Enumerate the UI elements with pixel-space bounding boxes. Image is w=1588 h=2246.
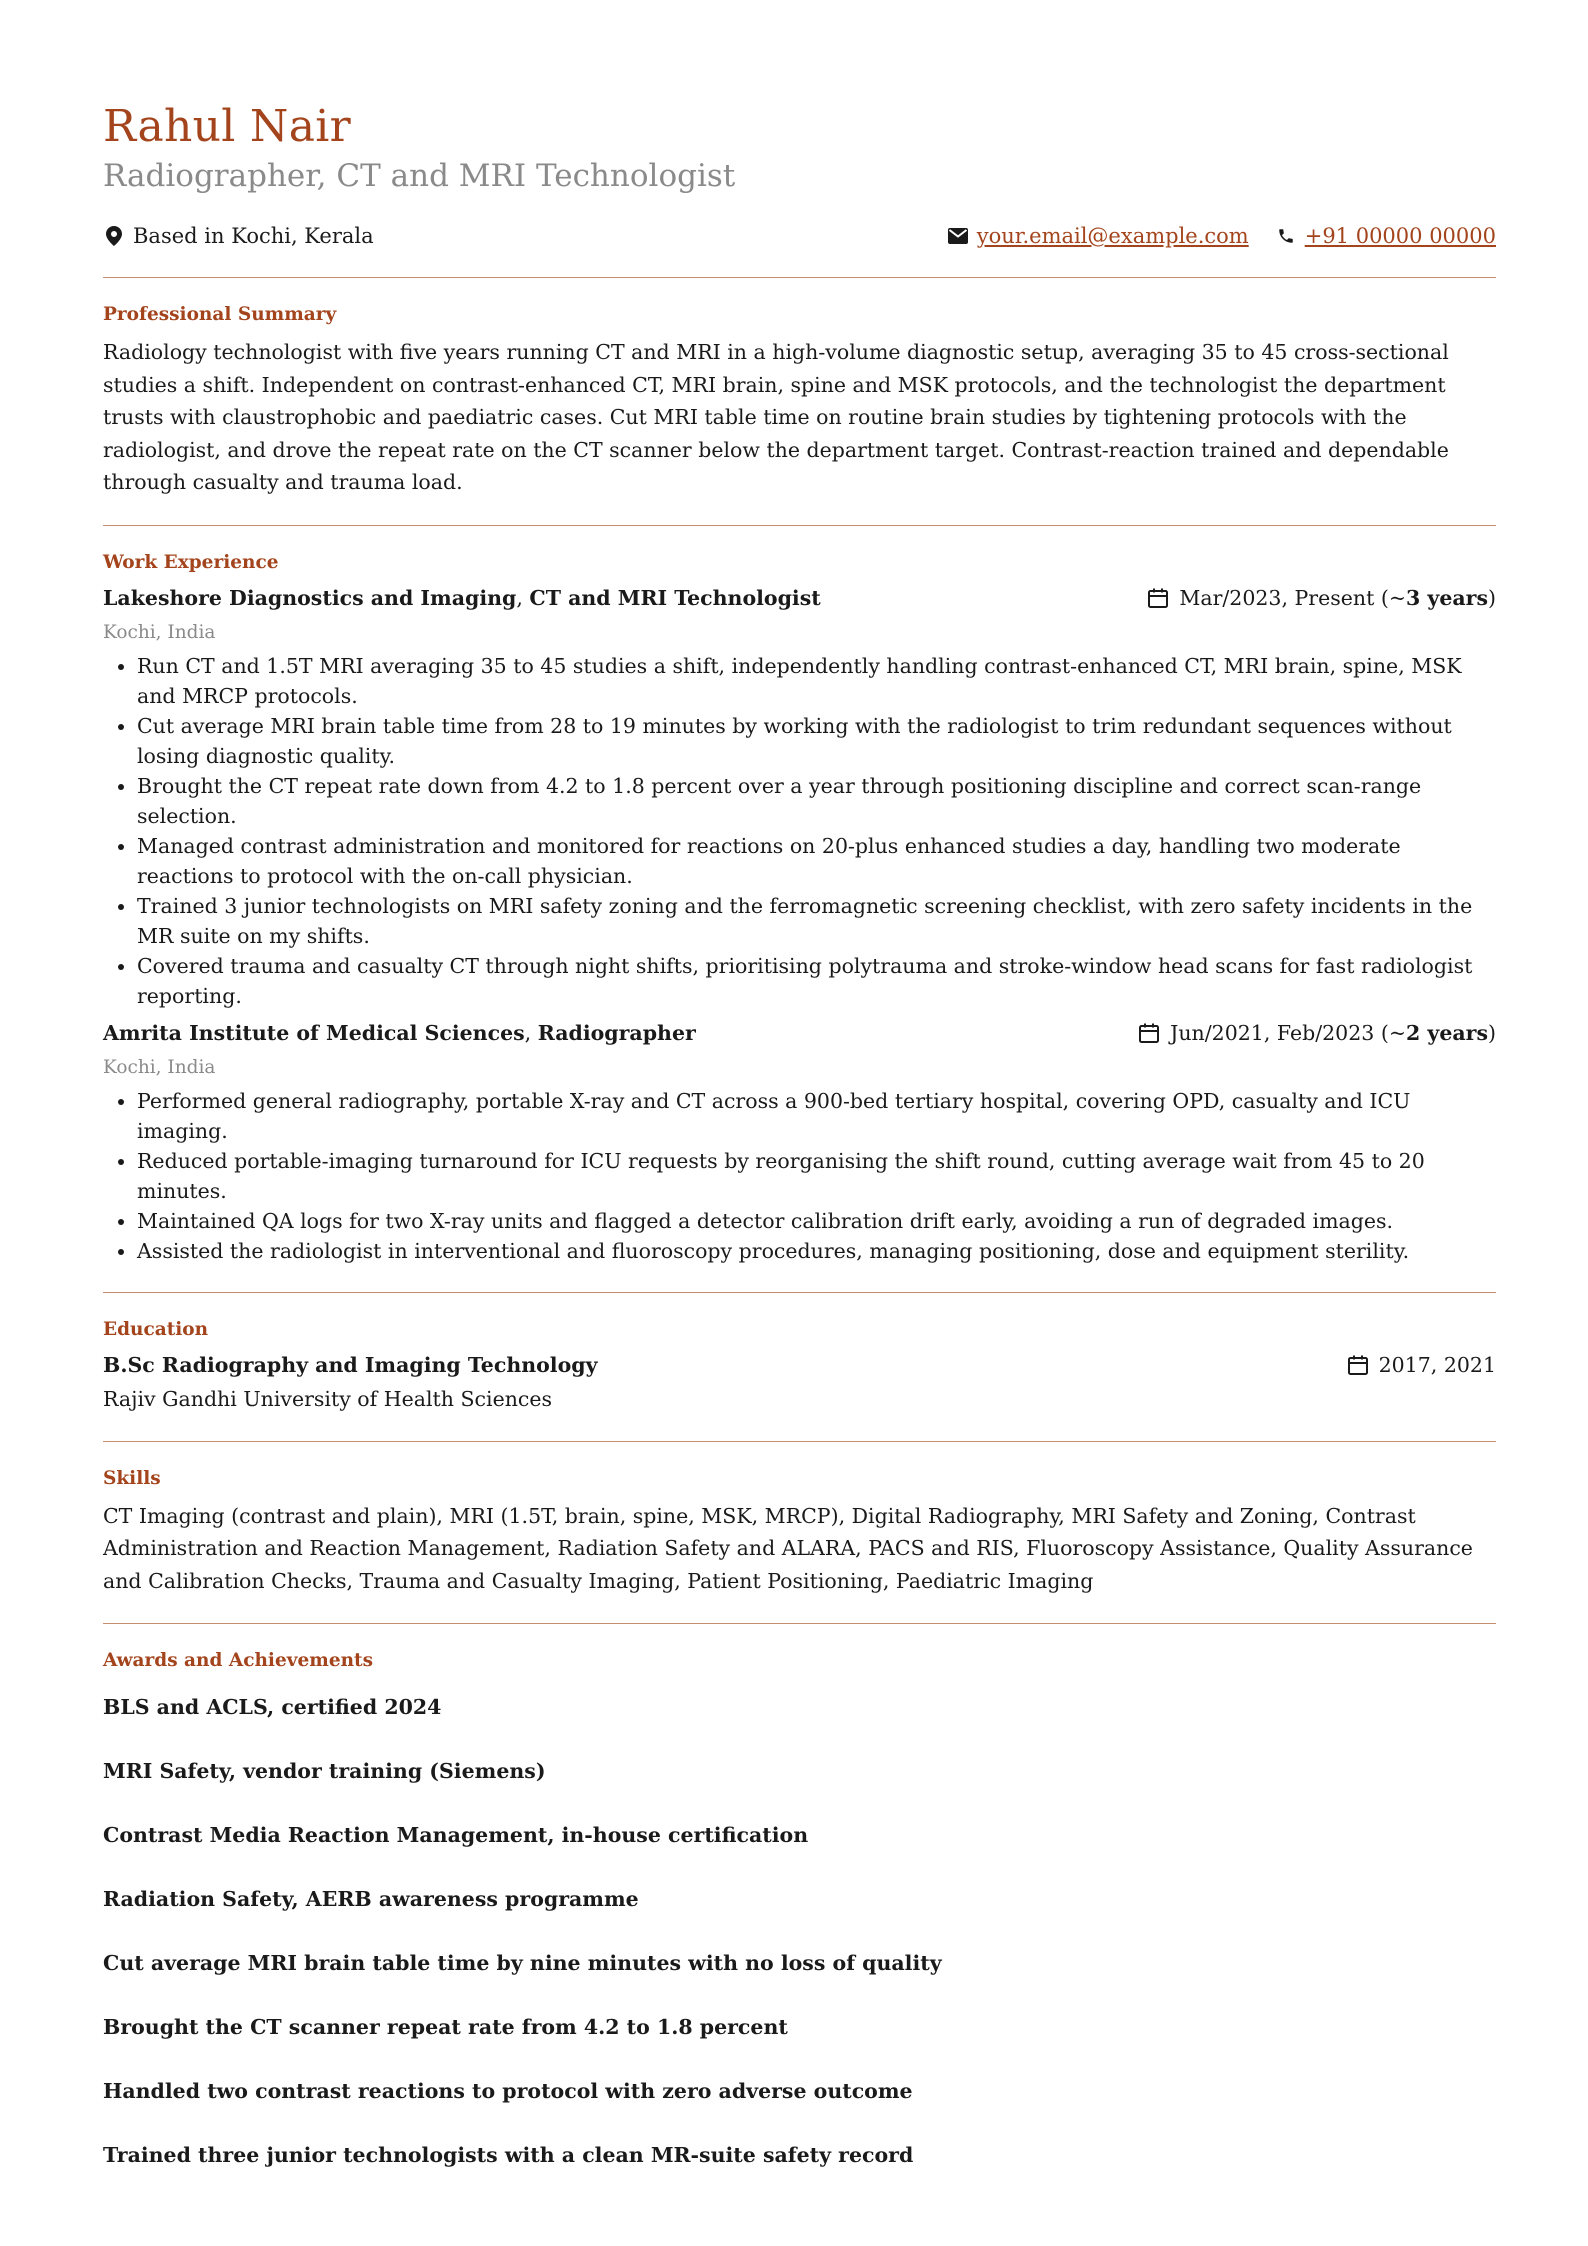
- job-location: Kochi, India: [103, 1056, 216, 1078]
- job-role: CT and MRI Technologist: [529, 585, 821, 610]
- award-item: Handled two contrast reactions to protocol with zero adverse outcome: [103, 2079, 913, 2103]
- job-bullet: • Maintained QA logs for two X-ray units and flagged a detector calibration drift early, avoiding a run of degraded images.: [137, 1206, 1496, 1236]
- job-bullet: • Performed general radiography, portable X-ray and CT across a 900-bed tertiary hospital, covering OPD, casualty and ICU imaging.: [137, 1086, 1496, 1146]
- contact-row: [103, 221, 1496, 251]
- section-title-skills: Skills: [103, 1467, 161, 1489]
- calendar-icon: [1136, 1020, 1162, 1046]
- award-item: Trained three junior technologists with a clean MR-suite safety record: [103, 2143, 914, 2167]
- divider: [103, 277, 1496, 278]
- job-date-range: Jun/2021, Feb/2023 (~: [1170, 1020, 1407, 1045]
- divider: [103, 1623, 1496, 1624]
- award-item: Contrast Media Reaction Management, in-house certification: [103, 1823, 809, 1847]
- location-text: Based in Kochi, Kerala: [133, 224, 374, 248]
- contact-links: [921, 221, 1496, 251]
- map-pin-icon: [103, 225, 125, 247]
- education-degree: B.Sc Radiography and Imaging Technology: [103, 1352, 598, 1377]
- job-role: Radiographer: [537, 1020, 696, 1045]
- phone-item: [1275, 221, 1496, 251]
- awards-section: [103, 1648, 1496, 2170]
- job-company: Lakeshore Diagnostics and Imaging: [103, 585, 517, 610]
- job-title-line: Amrita Institute of Medical Sciences, Radiographer: [103, 1020, 696, 1045]
- summary-text: Radiology technologist with five years running CT and MRI in a high-volume diagnostic setup, averaging 35 to 45 cross-sectional studies a shift. Independent on contrast-enhanced CT, MRI brain, spine and MSK protocols, and the technologist the department trusts with claustrophobic and paediatric cases. Cut MRI table time on routine brain studies by tightening protocols with the radiologist, and drove the repeat rate on the CT scanner below the department target. Contrast-reaction trained and dependable through casualty and trauma load.: [103, 340, 1449, 494]
- section-title-experience: Work Experience: [103, 551, 279, 573]
- calendar-icon: [1345, 1352, 1371, 1378]
- education-date-range: 2017, 2021: [1378, 1352, 1496, 1377]
- job-title-line: Lakeshore Diagnostics and Imaging, CT and MRI Technologist: [103, 585, 821, 610]
- award-item: MRI Safety, vendor training (Siemens): [103, 1759, 546, 1783]
- education-section: [103, 1317, 1496, 1415]
- job-entry: [103, 582, 1496, 1011]
- section-title-summary: Professional Summary: [103, 304, 337, 325]
- location-item: [103, 221, 374, 251]
- candidate-name: Rahul Nair: [103, 101, 351, 152]
- divider: [103, 525, 1496, 526]
- job-header: [103, 1017, 1496, 1049]
- phone-icon: [1275, 225, 1297, 247]
- skills-section: [103, 1466, 1496, 1598]
- job-bullet: • Run CT and 1.5T MRI averaging 35 to 45 studies a shift, independently handling contrast-enhanced CT, MRI brain, spine, MSK and MRCP protocols.: [137, 651, 1496, 711]
- job-duration: 2 years: [1406, 1020, 1488, 1045]
- job-bullet: • Managed contrast administration and monitored for reactions on 20-plus enhanced studies a day, handling two moderate reactions to protocol with the on-call physician.: [137, 831, 1496, 891]
- calendar-icon: [1145, 585, 1171, 611]
- section-title-awards: Awards and Achievements: [103, 1650, 374, 1671]
- job-header: [103, 582, 1496, 614]
- job-bullet: • Reduced portable-imaging turnaround for ICU requests by reorganising the shift round, cutting average wait from 45 to 20 minutes.: [137, 1146, 1496, 1206]
- job-dates: [1145, 582, 1496, 614]
- candidate-title: Radiographer, CT and MRI Technologist: [103, 158, 736, 194]
- awards-list: [103, 1692, 1496, 2170]
- summary-section: [103, 302, 1496, 499]
- section-title-education: Education: [103, 1318, 209, 1340]
- job-bullets: [103, 651, 1496, 1011]
- education-institution: Rajiv Gandhi University of Health Sciences: [103, 1386, 553, 1411]
- job-date-close: ): [1488, 585, 1496, 610]
- job-bullet: • Trained 3 junior technologists on MRI safety zoning and the ferromagnetic screening checklist, with zero safety incidents in the MR suite on my shifts.: [137, 891, 1496, 951]
- job-date-range: Mar/2023, Present (~: [1179, 585, 1407, 610]
- education-header: [103, 1349, 1496, 1381]
- experience-section: [103, 550, 1496, 1266]
- job-bullet: • Cut average MRI brain table time from 28 to 19 minutes by working with the radiologist to trim redundant sequences without losing diagnostic quality.: [137, 711, 1496, 771]
- skills-text: CT Imaging (contrast and plain), MRI (1.5T, brain, spine, MSK, MRCP), Digital Radiography, MRI Safety and Zoning, Contrast Administration and Reaction Management, Radiation Safety and ALARA, PACS and RIS, Fluoroscopy Assistance, Quality Assurance and Calibration Checks, Trauma and Casualty Imaging, Patient Positioning, Paediatric Imaging: [103, 1503, 1473, 1593]
- job-company: Amrita Institute of Medical Sciences: [103, 1020, 525, 1045]
- award-item: Brought the CT scanner repeat rate from 4.2 to 1.8 percent: [103, 2015, 788, 2039]
- job-entry: [103, 1017, 1496, 1266]
- job-date-close: ): [1488, 1020, 1496, 1045]
- email-item: [947, 221, 1249, 251]
- email-link[interactable]: your.email@example.com: [976, 224, 1249, 248]
- job-bullets: [103, 1086, 1496, 1266]
- job-bullet: • Assisted the radiologist in interventional and fluoroscopy procedures, managing positioning, dose and equipment sterility.: [137, 1236, 1496, 1266]
- award-item: BLS and ACLS, certified 2024: [103, 1695, 442, 1719]
- job-location: Kochi, India: [103, 621, 216, 643]
- award-item: Cut average MRI brain table time by nine minutes with no loss of quality: [103, 1951, 942, 1975]
- education-dates: [1345, 1349, 1496, 1381]
- divider: [103, 1292, 1496, 1293]
- job-duration: 3 years: [1406, 585, 1488, 610]
- job-dates: [1136, 1017, 1496, 1049]
- job-bullet: • Brought the CT repeat rate down from 4.2 to 1.8 percent over a year through positioning discipline and correct scan-range selection.: [137, 771, 1496, 831]
- job-bullet: • Covered trauma and casualty CT through night shifts, prioritising polytrauma and stroke-window head scans for fast radiologist reporting.: [137, 951, 1496, 1011]
- divider: [103, 1441, 1496, 1442]
- phone-link[interactable]: +91 00000 00000: [1304, 224, 1496, 248]
- envelope-icon: [947, 225, 969, 247]
- award-item: Radiation Safety, AERB awareness programme: [103, 1887, 639, 1911]
